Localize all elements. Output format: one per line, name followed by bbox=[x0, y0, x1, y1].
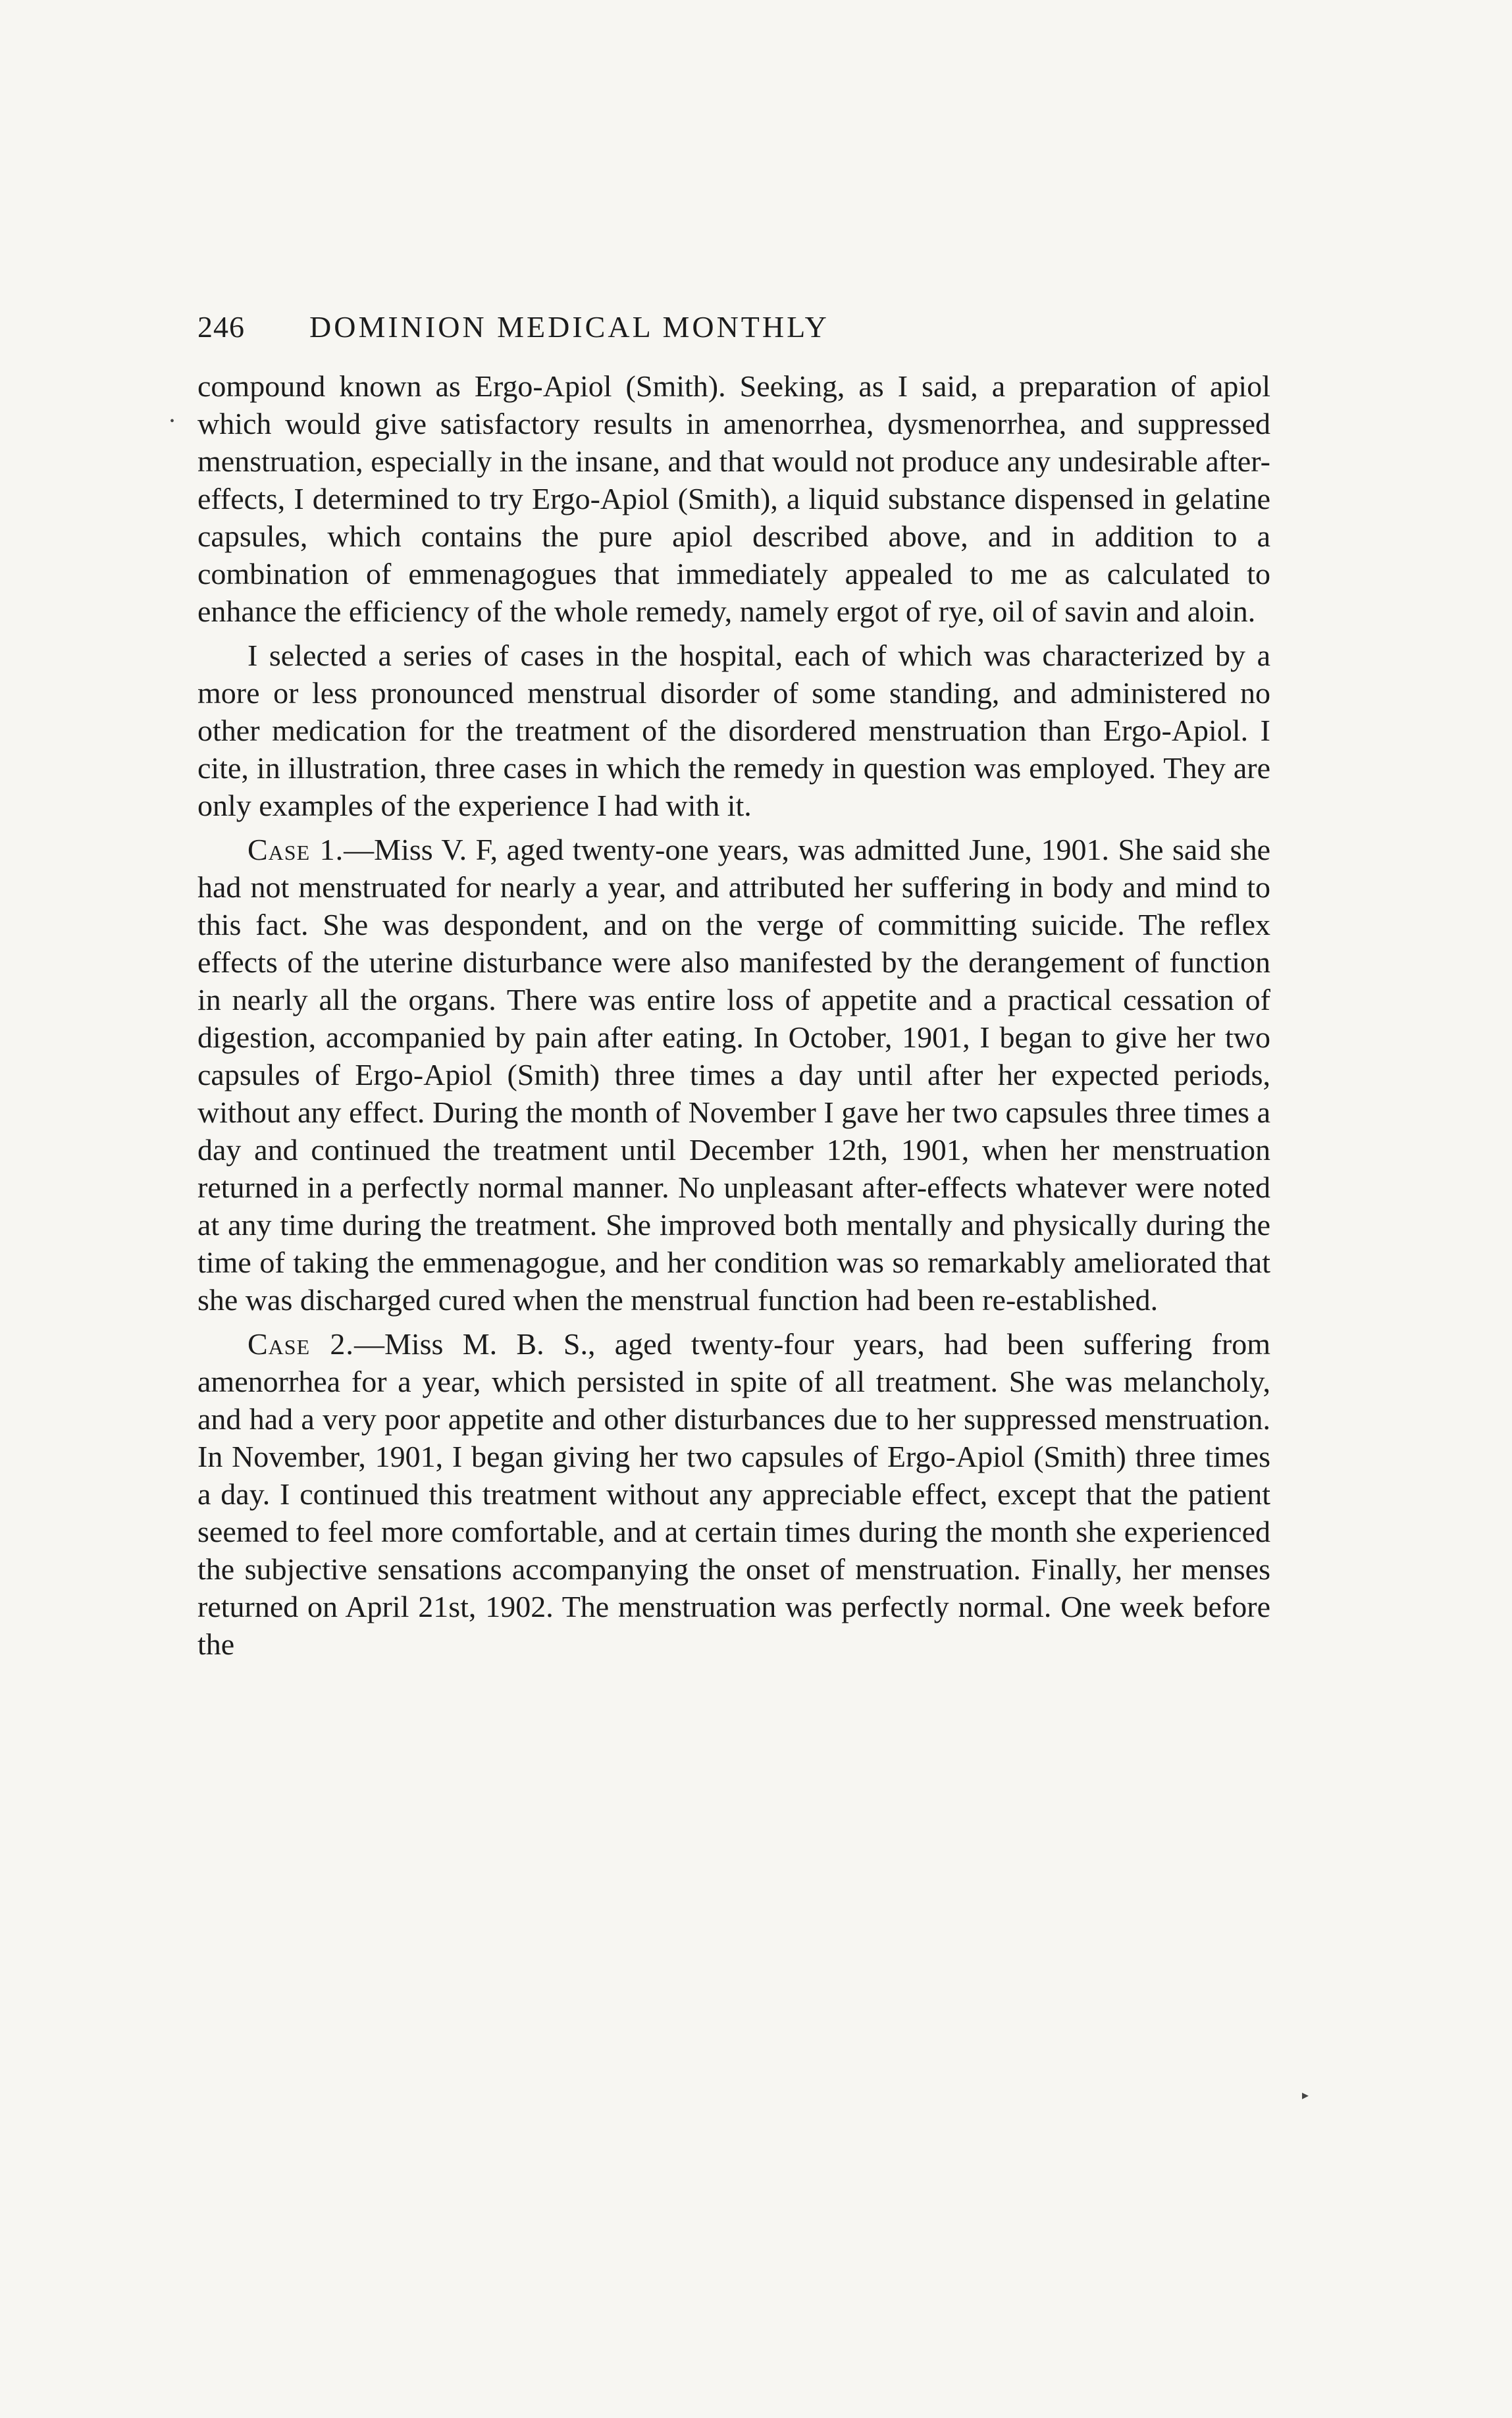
case-1-text: —Miss V. F, aged twenty-one years, was admitted June, 1901. She said she had not menstruated for nearly a year, and attributed her suffering in body and mind to this fact. She was despondent, and on the verge of committing suicide. The reflex effects of the uterine disturbance were also manifested by the derangement of function in nearly all the organs. There was entire loss of appetite and a practical cessation of digestion, accompanied by pain after eating. In October, 1901, I began to give her two capsules of Ergo-Apiol (Smith) three times a day until after her expected periods, without any effect. During the month of November I gave her two capsules three times a day and continued the treatment until December 12th, 1901, when her menstruation returned in a perfectly normal manner. No unpleasant after-effects whatever were noted at any time during the treatment. She improved both mentally and physically during the time of taking the emmenagogue, and her condition was so remarkably ameliorated that she was discharged cured when the menstrual function had been re-established. bbox=[197, 833, 1270, 1317]
margin-speck: • bbox=[170, 414, 175, 429]
paragraph-case-series: I selected a series of cases in the hospital, each of which was characterized by a more or less pronounced menstrual disorder of some standing, and administered no other medication for the treatment of the disordered menstruation than Ergo-Apiol. I cite, in illustration, three cases in which the remedy in question was employed. They are only examples of the experience I had with it. bbox=[197, 639, 1270, 822]
page bbox=[197, 309, 1270, 1669]
paragraph-continued: compound known as Ergo-Apiol (Smith). Seeking, as I said, a preparation of apiol which would give satisfactory results in amenorrhea, dysmenorrhea, and suppressed menstruation, especially in the insane, and that would not produce any undesirable after-effects, I determined to try Ergo-Apiol (Smith), a liquid substance dispensed in gelatine capsules, which contains the pure apiol described above, and in addition to a combination of emmenagogues that immediately appealed to me as calculated to enhance the efficiency of the whole remedy, namely ergot of rye, oil of savin and aloin. bbox=[197, 369, 1270, 628]
page-number: 246 bbox=[197, 310, 245, 344]
case-2-text: —Miss M. B. S., aged twenty-four years, had been suffering from amenorrhea for a year, which persisted in spite of all treatment. She was melancholy, and had a very poor appetite and other disturbances due to her suppressed menstruation. In November, 1901, I began giving her two capsules of Ergo-Apiol (Smith) three times a day. I continued this treatment without any appreciable effect, except that the patient seemed to feel more comfortable, and at certain times during the month she experienced the subjective sensations accompanying the onset of menstruation. Finally, her menses returned on April 21st, 1902. The menstruation was perfectly normal. One week before the bbox=[197, 1327, 1270, 1661]
running-head bbox=[197, 309, 1270, 355]
case-1-label: Case 1. bbox=[248, 833, 344, 866]
margin-speck: ▸ bbox=[1302, 2088, 1309, 2103]
case-2-label: Case 2. bbox=[248, 1327, 354, 1361]
paragraph-case-1 bbox=[197, 831, 1270, 1319]
paragraph-case-2 bbox=[197, 1325, 1270, 1663]
journal-title: DOMINION MEDICAL MONTHLY bbox=[309, 310, 829, 344]
